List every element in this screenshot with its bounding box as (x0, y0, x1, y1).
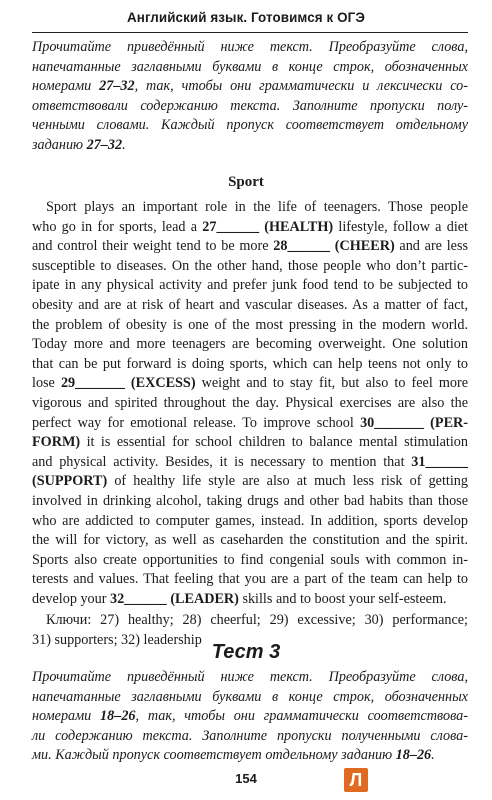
paragraph-line: and physical activity. Besides, it is necessary to mention that 31______ (32, 453, 468, 470)
paragraph-line: Sports also create opportunities to find congenial souls with common in- (32, 551, 468, 568)
paragraph-line: and control their weight tend to be more 28______ (CHEER) and are less (32, 238, 468, 255)
paragraph-line: Sport plays an important role in the life of teenagers. Those people (46, 199, 468, 215)
paragraph-line: terests and values. That feeling that you are a part of the team can help to (32, 571, 468, 588)
paragraph-line: vigorous and spirited throughout the day. Physical exercises are also the (32, 394, 468, 411)
instruction-line: ли содержанию текста. Заполните пропуски полученными слова- (32, 727, 468, 744)
instruction-line: напечатанные заглавными буквами в конце строк, обозначенных (32, 58, 468, 75)
paragraph-line: lose 29_______ (EXCESS) weight and to stay fit, but also to feel more (32, 375, 469, 392)
publisher-logo-icon: Л (344, 768, 368, 792)
paragraph-line: who go in for sports, lead a 27______ (HEALTH) lifestyle, follow a diet (32, 218, 468, 235)
sport-paragraph (32, 198, 468, 609)
text-title: Sport (228, 174, 264, 190)
instruction-line: ми. Каждый пропуск соответствует отдельному заданию 18–26. (32, 747, 435, 764)
paragraph-line: obesity and are at risk of heart and vascular diseases. As a matter of fact, (32, 296, 468, 313)
header-rule (32, 32, 468, 33)
paragraph-line: that can be put forward is doing sports, which can help teens not only to (32, 355, 468, 372)
instruction-line: номерами 27–32, так, чтобы они грамматически и лексически со- (32, 78, 468, 95)
running-header: Английский язык. Готовимся к ОГЭ (126, 10, 365, 25)
instruction-line: ответствовали содержанию текста. Заполните пропуски полу- (32, 97, 468, 114)
instruction-line: ченными словами. Каждый пропуск соответствует отдельному (32, 117, 468, 134)
instruction-line: напечатанные заглавными буквами в конце строк, обозначенных (32, 688, 468, 705)
paragraph-line: ipate in any physical activity and prefer junk food tend to be subjected to (32, 277, 468, 294)
instructions-18-26 (32, 668, 468, 766)
instruction-line: Прочитайте приведённый ниже текст. Преобразуйте слова, (32, 39, 468, 55)
page-number: 154 (235, 771, 257, 786)
instruction-line: номерами 18–26, так, чтобы они грамматически соответствова- (32, 708, 468, 725)
paragraph-line: susceptible to diseases. On the other hand, those people who don’t partic- (32, 257, 468, 274)
paragraph-line: perfect way for emotional release. To improve school 30_______ (PER- (32, 414, 468, 431)
instructions-27-32 (32, 38, 468, 156)
keys-line: Ключи: 27) healthy; 28) cheerful; 29) excessive; 30) performance; (46, 612, 468, 628)
keys-line: 31) supporters; 32) leadership (32, 631, 202, 648)
paragraph-line: Today more and more teenagers are becoming overweight. One solution (32, 336, 468, 353)
paragraph-line: develop your 32______ (LEADER) skills and to boost your self-esteem. (32, 590, 447, 607)
paragraph-line: the problem of obesity is one of the most pressing in the modern world. (32, 316, 468, 333)
paragraph-line: the will for victory, as well as caseharden the constitution and the spirit. (32, 532, 468, 549)
paragraph-line: involved in drinking alcohol, taking drugs and other bad habits than those (32, 492, 468, 509)
paragraph-line: FORM) it is essential for school children to balance mental stimulation (32, 434, 468, 451)
paragraph-line: (SUPPORT) of healthy life style are also at much less risk of getting (32, 473, 468, 490)
paragraph-line: who are addicted to computer games, instead. In addition, sports develop (32, 512, 468, 529)
instruction-line: заданию 27–32. (32, 136, 126, 153)
test-heading: Тест 3 (211, 641, 281, 663)
instruction-line: Прочитайте приведённый ниже текст. Преобразуйте слова, (32, 669, 468, 685)
